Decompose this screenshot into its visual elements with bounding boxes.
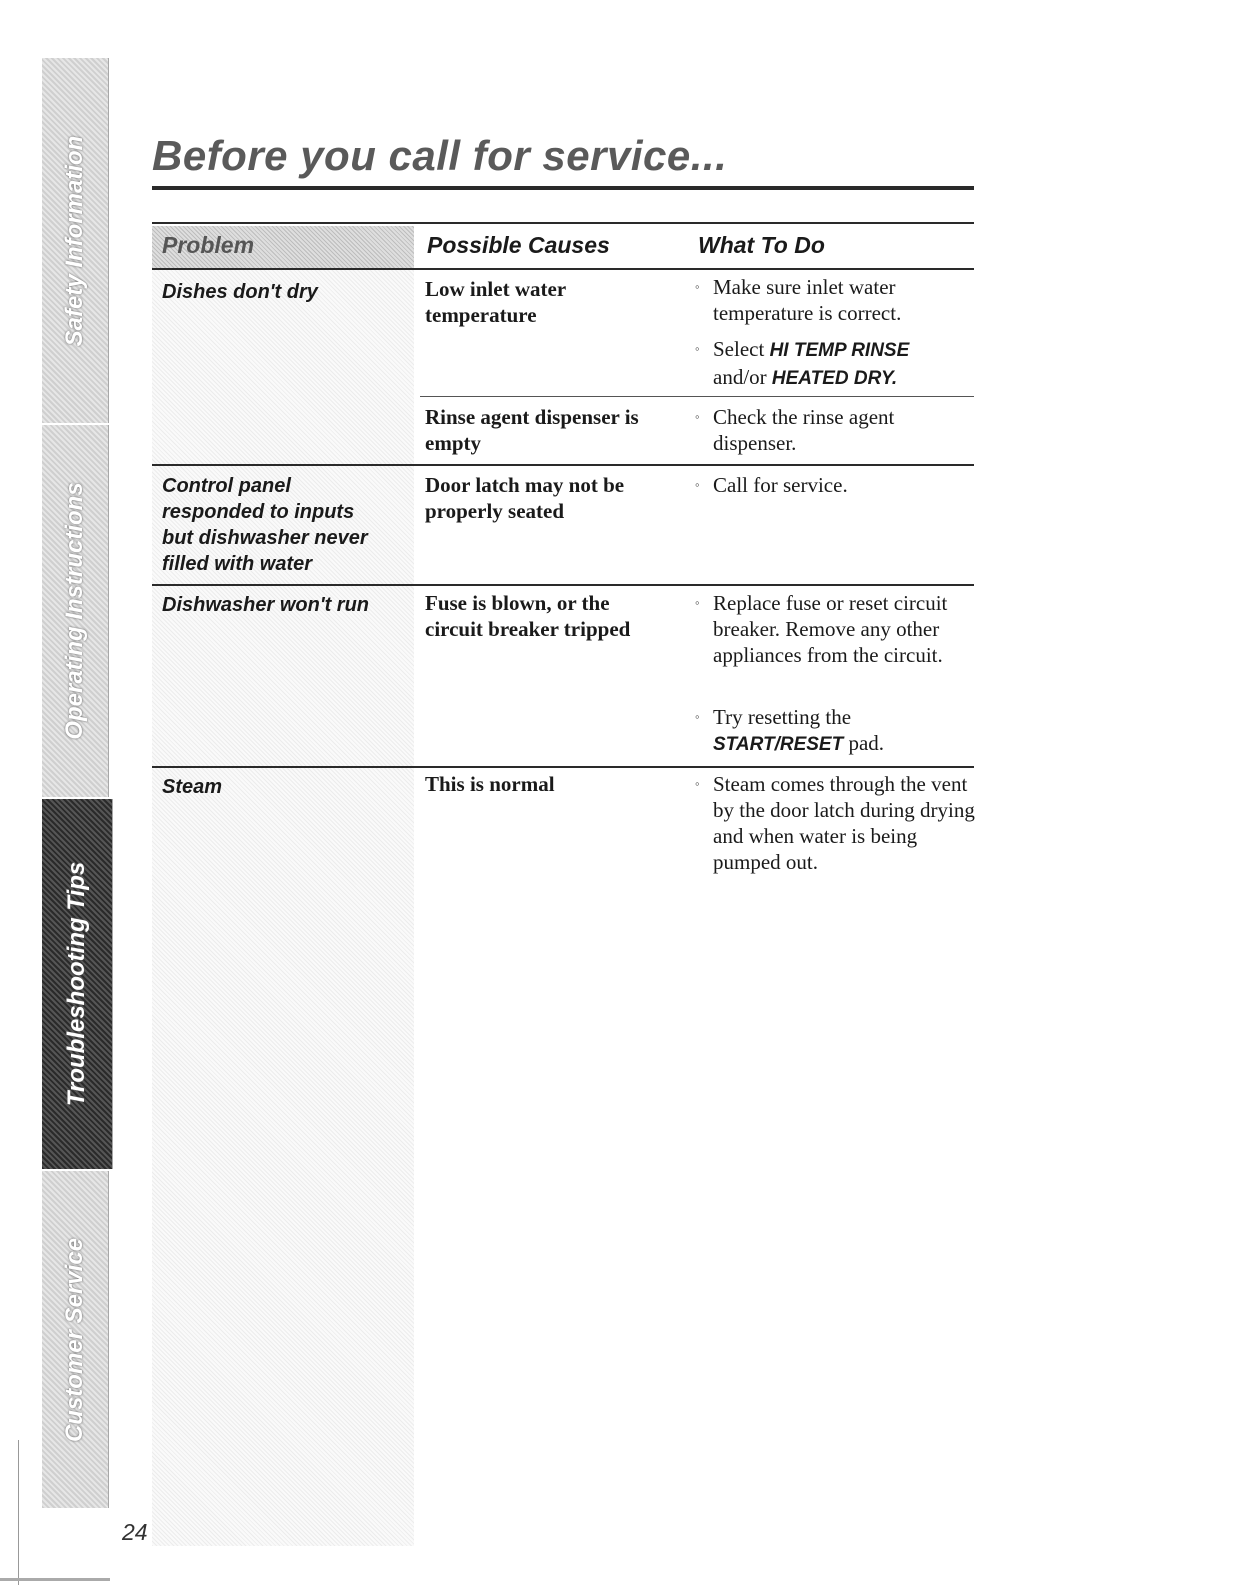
header-rule — [152, 268, 974, 270]
todo-text: and/or — [713, 365, 772, 389]
bullet-icon: ◦ — [695, 279, 700, 294]
tab-label: Operating Instructions — [61, 482, 88, 740]
section-tabs — [42, 58, 112, 1508]
todo-text: Steam comes through the vent by the door latch during drying and when water is being pumped out. — [713, 772, 975, 874]
page-title: Before you call for service... — [152, 132, 728, 179]
problem-control-panel-no-water: Control panel responded to inputs but dishwasher never filled with water — [162, 475, 368, 575]
todo-text: Check the rinse agent dispenser. — [713, 405, 895, 455]
header-problem: Problem — [162, 232, 255, 258]
todo-item — [695, 404, 945, 456]
todo-item — [695, 590, 970, 668]
row-divider — [420, 396, 974, 397]
title-rule — [152, 186, 974, 190]
problem-dishes-dont-dry: Dishes don't dry — [162, 281, 318, 303]
tab-customer-service[interactable] — [42, 1171, 109, 1508]
cause-rinse-agent-dispenser-empty: Rinse agent dispenser is empty — [425, 405, 639, 455]
todo-emphasis: HI TEMP RINSE — [769, 340, 910, 361]
tab-label: Customer Service — [61, 1237, 88, 1442]
footer-mark — [0, 1578, 110, 1581]
problem-column-shading — [152, 226, 414, 1546]
row-divider — [152, 584, 974, 586]
todo-text: Replace fuse or reset circuit breaker. Remove any other appliances from the circuit. — [713, 591, 948, 667]
todo-text: pad. — [843, 731, 885, 755]
bullet-icon: ◦ — [695, 341, 700, 356]
header-possible-causes: Possible Causes — [427, 232, 610, 258]
todo-item — [695, 336, 945, 392]
todo-item — [695, 472, 945, 498]
tab-label: Troubleshooting Tips — [63, 861, 90, 1107]
todo-item — [695, 771, 980, 875]
todo-text: Select — [713, 337, 770, 361]
row-divider — [152, 766, 974, 768]
page-number: 24 — [122, 1519, 148, 1545]
todo-item — [695, 274, 945, 326]
cause-door-latch-not-seated: Door latch may not be properly seated — [425, 473, 625, 523]
bullet-icon: ◦ — [695, 776, 700, 791]
row-divider — [152, 464, 974, 466]
problem-steam: Steam — [162, 776, 223, 798]
cause-low-inlet-water-temperature: Low inlet water temperature — [425, 277, 566, 327]
table-top-rule — [152, 222, 974, 224]
todo-emphasis: HEATED DRY. — [771, 368, 898, 389]
cause-fuse-blown-breaker-tripped: Fuse is blown, or the circuit breaker tripped — [425, 591, 631, 641]
tab-safety-information[interactable] — [42, 58, 109, 423]
header-what-to-do: What To Do — [698, 232, 825, 258]
todo-text: Try resetting the — [713, 705, 852, 729]
tab-label: Safety Information — [61, 135, 88, 346]
margin-line — [18, 1440, 19, 1585]
todo-item — [695, 704, 945, 758]
bullet-icon: ◦ — [695, 595, 700, 610]
tab-operating-instructions[interactable] — [42, 425, 109, 797]
bullet-icon: ◦ — [695, 409, 700, 424]
cause-this-is-normal: This is normal — [425, 772, 555, 796]
tab-troubleshooting-tips[interactable] — [42, 799, 113, 1169]
todo-emphasis: START/RESET — [713, 734, 844, 755]
todo-text: Call for service. — [713, 473, 848, 497]
bullet-icon: ◦ — [695, 477, 700, 492]
todo-text: Make sure inlet water temperature is correct. — [713, 275, 902, 325]
problem-dishwasher-wont-run: Dishwasher won't run — [162, 594, 370, 616]
bullet-icon: ◦ — [695, 709, 700, 724]
